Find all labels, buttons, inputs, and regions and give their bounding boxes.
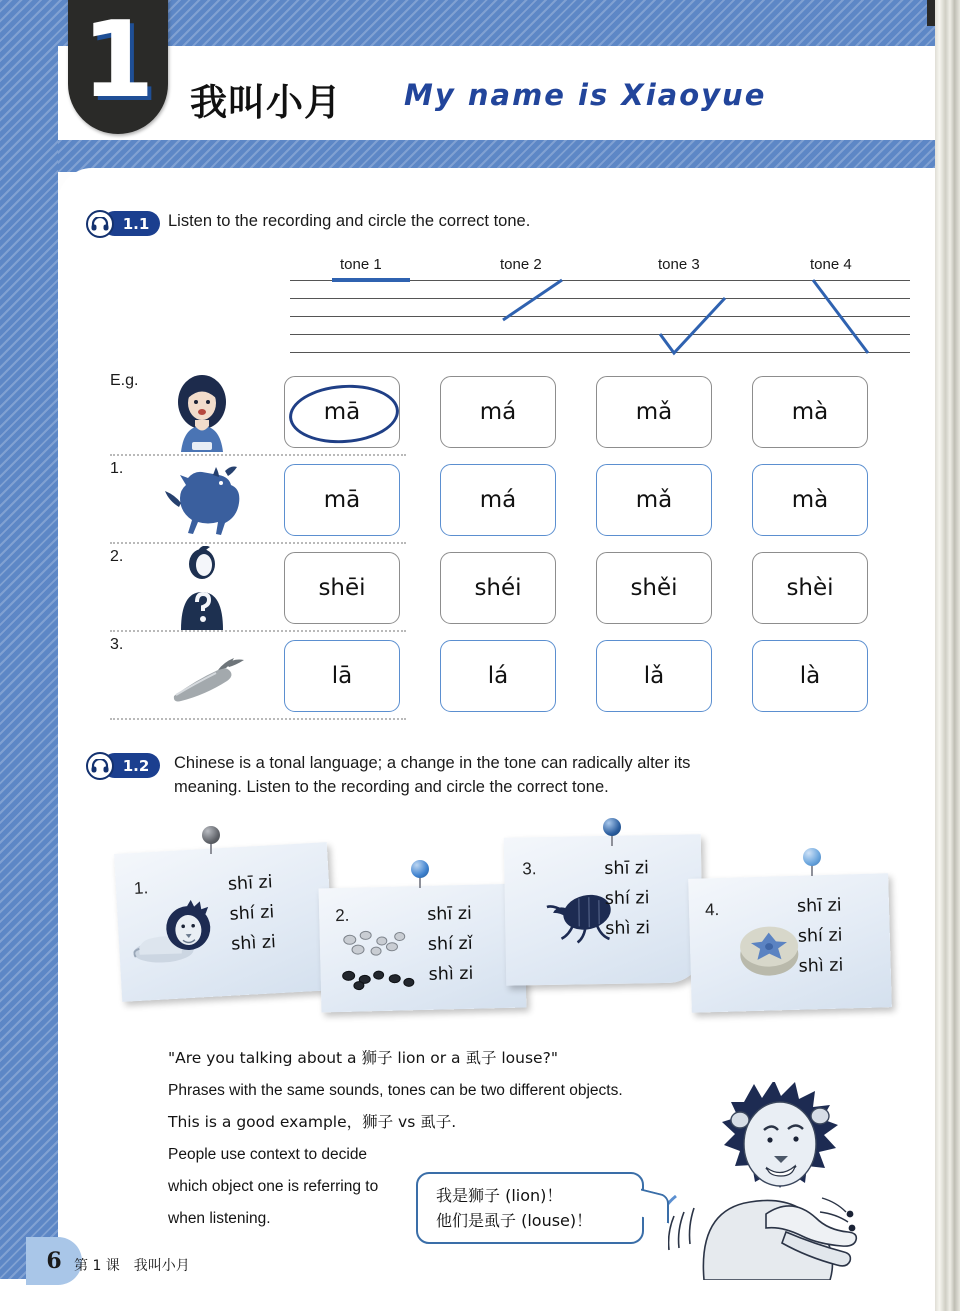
instruction-line-1: Chinese is a tonal language; a change in the tone can radically alter its [174, 754, 691, 772]
table-row [110, 632, 920, 720]
note-line: shì zi [428, 963, 474, 986]
person-question-illustration [142, 548, 262, 628]
option-text: lá [487, 663, 509, 689]
sticky-notes-group [0, 826, 960, 1026]
exercise-number-1-2: 1.2 [102, 753, 160, 778]
note-text-lines [797, 891, 844, 982]
row-label: 3. [110, 636, 124, 653]
list-item[interactable] [688, 873, 892, 1013]
option-box[interactable] [752, 640, 868, 712]
tone-label-1: tone 1 [340, 256, 382, 273]
seeds-illustration [337, 926, 431, 999]
tone-staff-diagram [290, 256, 910, 360]
option-box[interactable] [752, 464, 868, 536]
note-line: shī zi [426, 903, 473, 925]
chapter-number: 1 [81, 0, 155, 121]
option-text: mà [791, 399, 829, 425]
option-box[interactable] [440, 640, 556, 712]
option-text: shěi [630, 575, 678, 601]
note-text-lines [227, 867, 277, 960]
option-group [284, 552, 868, 624]
tone-label-3: tone 3 [658, 256, 700, 273]
note-text-lines [604, 853, 650, 944]
option-text: lǎ [643, 663, 665, 689]
bubble-line-2: 他们是虱子 (louse)！ [436, 1210, 593, 1230]
option-box[interactable] [440, 464, 556, 536]
headphone-icon [86, 210, 114, 238]
note-line: shí zi [604, 888, 650, 910]
pushpin-icon [409, 860, 431, 890]
option-group [284, 640, 868, 712]
woman-illustration [142, 372, 262, 452]
note-line: shí zǐ [427, 933, 473, 955]
page-title-chinese: 我叫小月 [190, 81, 342, 124]
option-text: má [479, 487, 517, 513]
table-row [110, 544, 920, 632]
tone-exercise-rows [110, 368, 920, 720]
exercise-1-1-instruction: Listen to the recording and circle the correct tone. [168, 212, 531, 230]
audio-badge-1-2[interactable] [86, 753, 160, 779]
option-text: shéi [474, 575, 522, 601]
book-spine-corner [927, 0, 935, 26]
explanation-line-5: which object one is referring to [168, 1177, 379, 1195]
pushpin-icon [601, 818, 623, 848]
note-line: shī zi [796, 895, 842, 917]
option-group [284, 376, 868, 448]
chili-pepper-illustration [142, 636, 262, 716]
lion-illustration [131, 899, 219, 971]
option-text: mǎ [635, 399, 673, 425]
note-line: shí zi [229, 902, 275, 925]
explanation-line-2: Phrases with the same sounds, tones can be two different objects. [168, 1081, 623, 1099]
tone-label-4: tone 4 [810, 256, 852, 273]
note-text-lines [427, 899, 474, 990]
option-box[interactable] [440, 552, 556, 624]
option-box[interactable] [596, 552, 712, 624]
note-line: shī zi [227, 872, 274, 895]
row-label: 2. [110, 548, 124, 565]
note-line: shī zi [604, 858, 650, 879]
option-box[interactable] [596, 376, 712, 448]
row-label: 1. [110, 460, 124, 477]
explanation-line-6: when listening. [168, 1209, 271, 1227]
list-item[interactable] [319, 884, 527, 1013]
audio-badge-1-1[interactable] [86, 211, 160, 237]
option-box[interactable] [596, 640, 712, 712]
bubble-line-1: 我是狮子 (lion)！ [436, 1186, 563, 1205]
page-title-english: My name is Xiaoyue [404, 78, 767, 112]
option-text: má [479, 399, 517, 425]
exercise-1-1-header [86, 210, 706, 237]
option-box[interactable] [752, 552, 868, 624]
headphone-icon [86, 752, 114, 780]
horse-illustration [142, 460, 262, 540]
note-line: shì zi [798, 955, 844, 977]
option-box[interactable] [596, 464, 712, 536]
explanation-line-4: People use context to decide [168, 1145, 368, 1163]
option-box[interactable] [284, 376, 400, 448]
exercise-number-1-1: 1.1 [102, 211, 160, 236]
instruction-line-2: meaning. Listen to the recording and circle the correct tone. [174, 777, 609, 796]
pushpin-icon [200, 826, 222, 856]
persimmon-illustration [731, 918, 807, 987]
note-line: shí zi [797, 925, 843, 947]
option-text: mà [791, 487, 829, 513]
tone-label-2: tone 2 [500, 256, 542, 273]
row-separator [110, 718, 406, 720]
row-label: E.g. [110, 372, 139, 389]
pushpin-icon [801, 848, 823, 878]
option-text: shèi [786, 575, 834, 601]
option-box[interactable] [752, 376, 868, 448]
note-number: 4. [704, 899, 720, 920]
option-group [284, 464, 868, 536]
option-text: lā [331, 663, 353, 689]
explanation-line-3: This is a good example，狮子 vs 虱子. [168, 1112, 457, 1131]
note-number: 3. [522, 859, 537, 879]
option-box[interactable] [284, 464, 400, 536]
option-text: mā [323, 399, 361, 425]
option-text: là [799, 663, 821, 689]
note-line: shì zi [230, 932, 277, 955]
left-stripe-band [0, 0, 58, 1279]
note-number: 1. [133, 878, 149, 898]
speech-bubble [416, 1172, 644, 1244]
lion-mascot-illustration [668, 1082, 958, 1285]
book-page-edge [935, 0, 960, 1311]
note-line: shì zi [605, 918, 651, 940]
circle-annotation [287, 381, 401, 447]
option-text: mǎ [635, 487, 673, 513]
table-row [110, 456, 920, 544]
table-row [110, 368, 920, 456]
list-item[interactable] [114, 842, 335, 1002]
page-number: 6 [46, 1248, 62, 1274]
option-box[interactable] [284, 552, 400, 624]
footer-lesson-title: 第 1 课 我叫小月 [74, 1258, 190, 1274]
option-text: mā [323, 487, 361, 513]
explanation-line-1: "Are you talking about a 狮子 lion or a 虱子 louse?" [168, 1049, 558, 1067]
note-number: 2. [334, 905, 350, 926]
option-box[interactable] [440, 376, 556, 448]
exercise-1-2-header [86, 752, 886, 800]
option-box[interactable] [284, 640, 400, 712]
list-item[interactable] [504, 834, 704, 985]
exercise-1-2-instruction [174, 752, 690, 800]
chapter-tab [68, 0, 168, 134]
option-text: shēi [318, 575, 366, 601]
